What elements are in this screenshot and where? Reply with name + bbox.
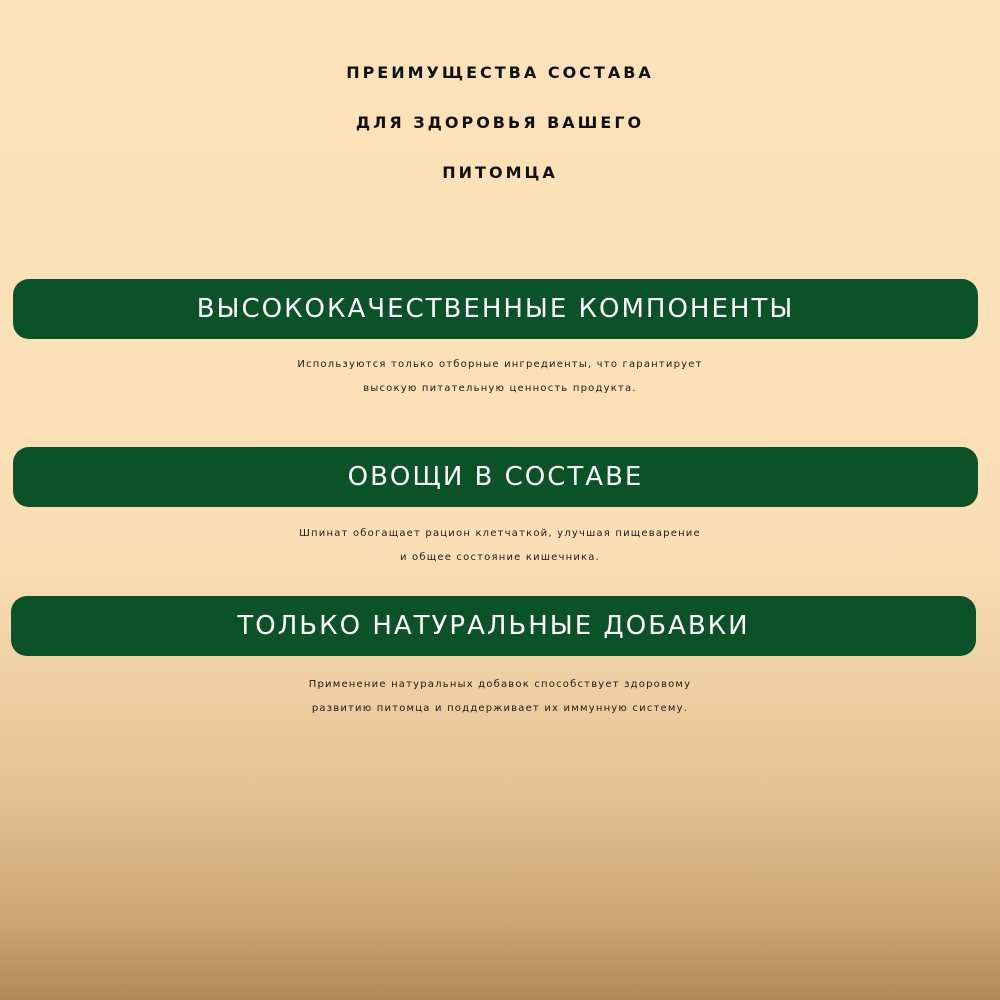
benefit-heading-band: [13, 279, 978, 339]
benefit-heading: ТОЛЬКО НАТУРАЛЬНЫЕ ДОБАВКИ: [237, 611, 750, 641]
title-line: ПРЕИМУЩЕСТВА СОСТАВА: [346, 63, 654, 82]
benefit-description: [20, 673, 980, 721]
benefit-heading: ОВОЩИ В СОСТАВЕ: [347, 462, 644, 492]
description-line: Применение натуральных добавок способствует здоровому: [308, 679, 692, 690]
benefit-description: [20, 353, 980, 401]
benefit-heading-band: [13, 447, 978, 507]
description-line: Используются только отборные ингредиенты, что гарантирует: [297, 359, 703, 370]
benefit-heading: ВЫСОКОКАЧЕСТВЕННЫЕ КОМПОНЕНТЫ: [196, 294, 795, 324]
description-line: Шпинат обогащает рацион клетчаткой, улучшая пищеварение: [299, 528, 701, 539]
description-line: высокую питательную ценность продукта.: [363, 383, 637, 394]
description-line: развитию питомца и поддерживает их иммунную систему.: [311, 703, 689, 714]
benefit-description: [20, 522, 980, 570]
benefit-heading-band: [11, 596, 976, 656]
title-line: ПИТОМЦА: [442, 163, 558, 182]
title-line: ДЛЯ ЗДОРОВЬЯ ВАШЕГО: [355, 113, 645, 132]
description-line: и общее состояние кишечника.: [399, 552, 601, 563]
page-title: [40, 48, 960, 198]
